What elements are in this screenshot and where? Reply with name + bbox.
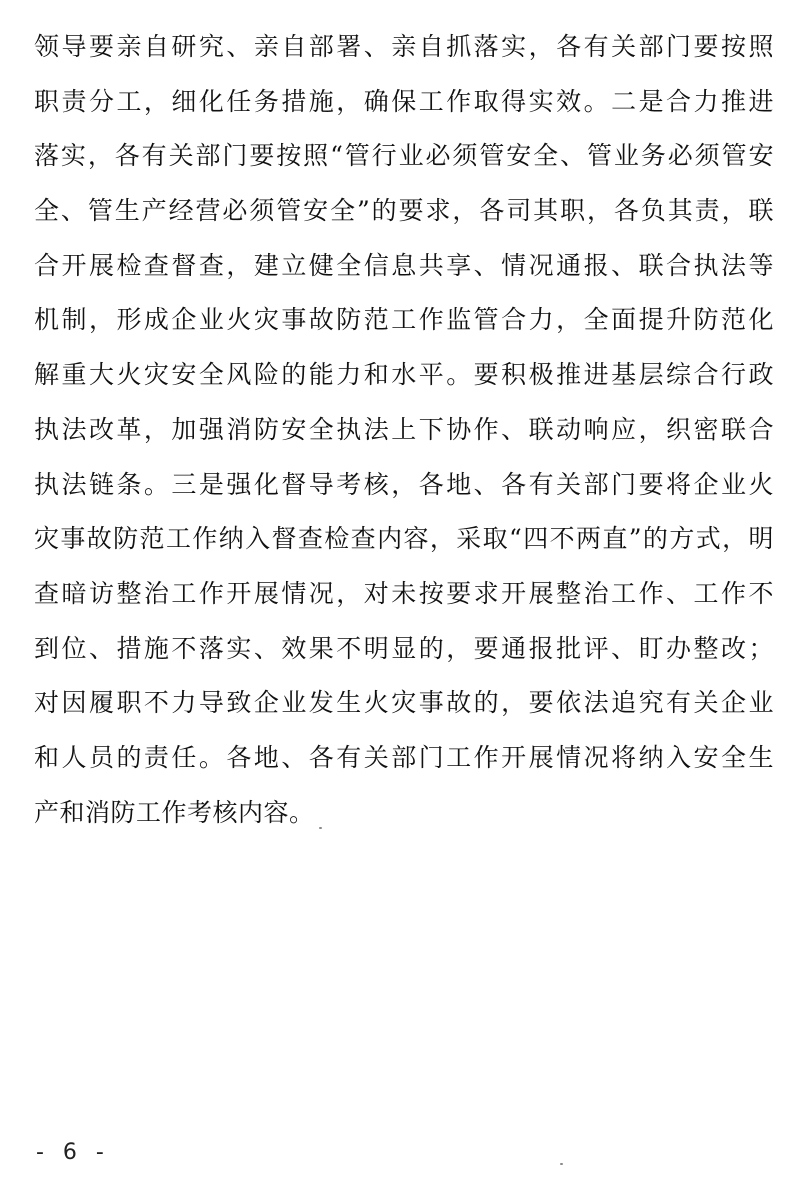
text-line: 职责分工，细化任务措施，确保工作取得实效。二是合力推进 bbox=[34, 86, 774, 116]
text-line: 查暗访整治工作开展情况，对未按要求开展整治工作、工作不 bbox=[34, 578, 774, 608]
text-line: 机制，形成企业火灾事故防范工作监管合力，全面提升防范化 bbox=[34, 305, 774, 335]
text-line: 领导要亲自研究、亲自部署、亲自抓落实，各有关部门要按照 bbox=[34, 32, 774, 61]
text-line: 执法改革，加强消防安全执法上下协作、联动响应，织密联合 bbox=[34, 414, 774, 444]
text-line: 执法链条。三是强化督导考核，各地、各有关部门要将企业火 bbox=[34, 469, 774, 499]
page-number: - 6 - bbox=[36, 1140, 110, 1165]
scan-speck bbox=[319, 827, 322, 829]
text-line-last: 产和消防工作考核内容。 bbox=[34, 797, 315, 827]
text-line: 对因履职不力导致企业发生火灾事故的，要依法追究有关企业 bbox=[34, 688, 774, 718]
body-paragraph bbox=[34, 20, 774, 840]
text-line: 解重大火灾安全风险的能力和水平。要积极推进基层综合行政 bbox=[34, 360, 774, 390]
text-line: 落实，各有关部门要按照“管行业必须管安全、管业务必须管安 bbox=[34, 141, 774, 171]
text-line: 合开展检查督查，建立健全信息共享、情况通报、联合执法等 bbox=[34, 250, 774, 280]
text-line: 和人员的责任。各地、各有关部门工作开展情况将纳入安全生 bbox=[34, 742, 774, 772]
scan-speck bbox=[560, 1163, 563, 1165]
text-line: 到位、措施不落实、效果不明显的，要通报批评、盯办整改； bbox=[34, 633, 774, 663]
text-line: 全、管生产经营必须管安全”的要求，各司其职，各负其责，联 bbox=[34, 196, 774, 226]
text-line: 灾事故防范工作纳入督查检查内容，采取“四不两直”的方式，明 bbox=[34, 524, 774, 554]
